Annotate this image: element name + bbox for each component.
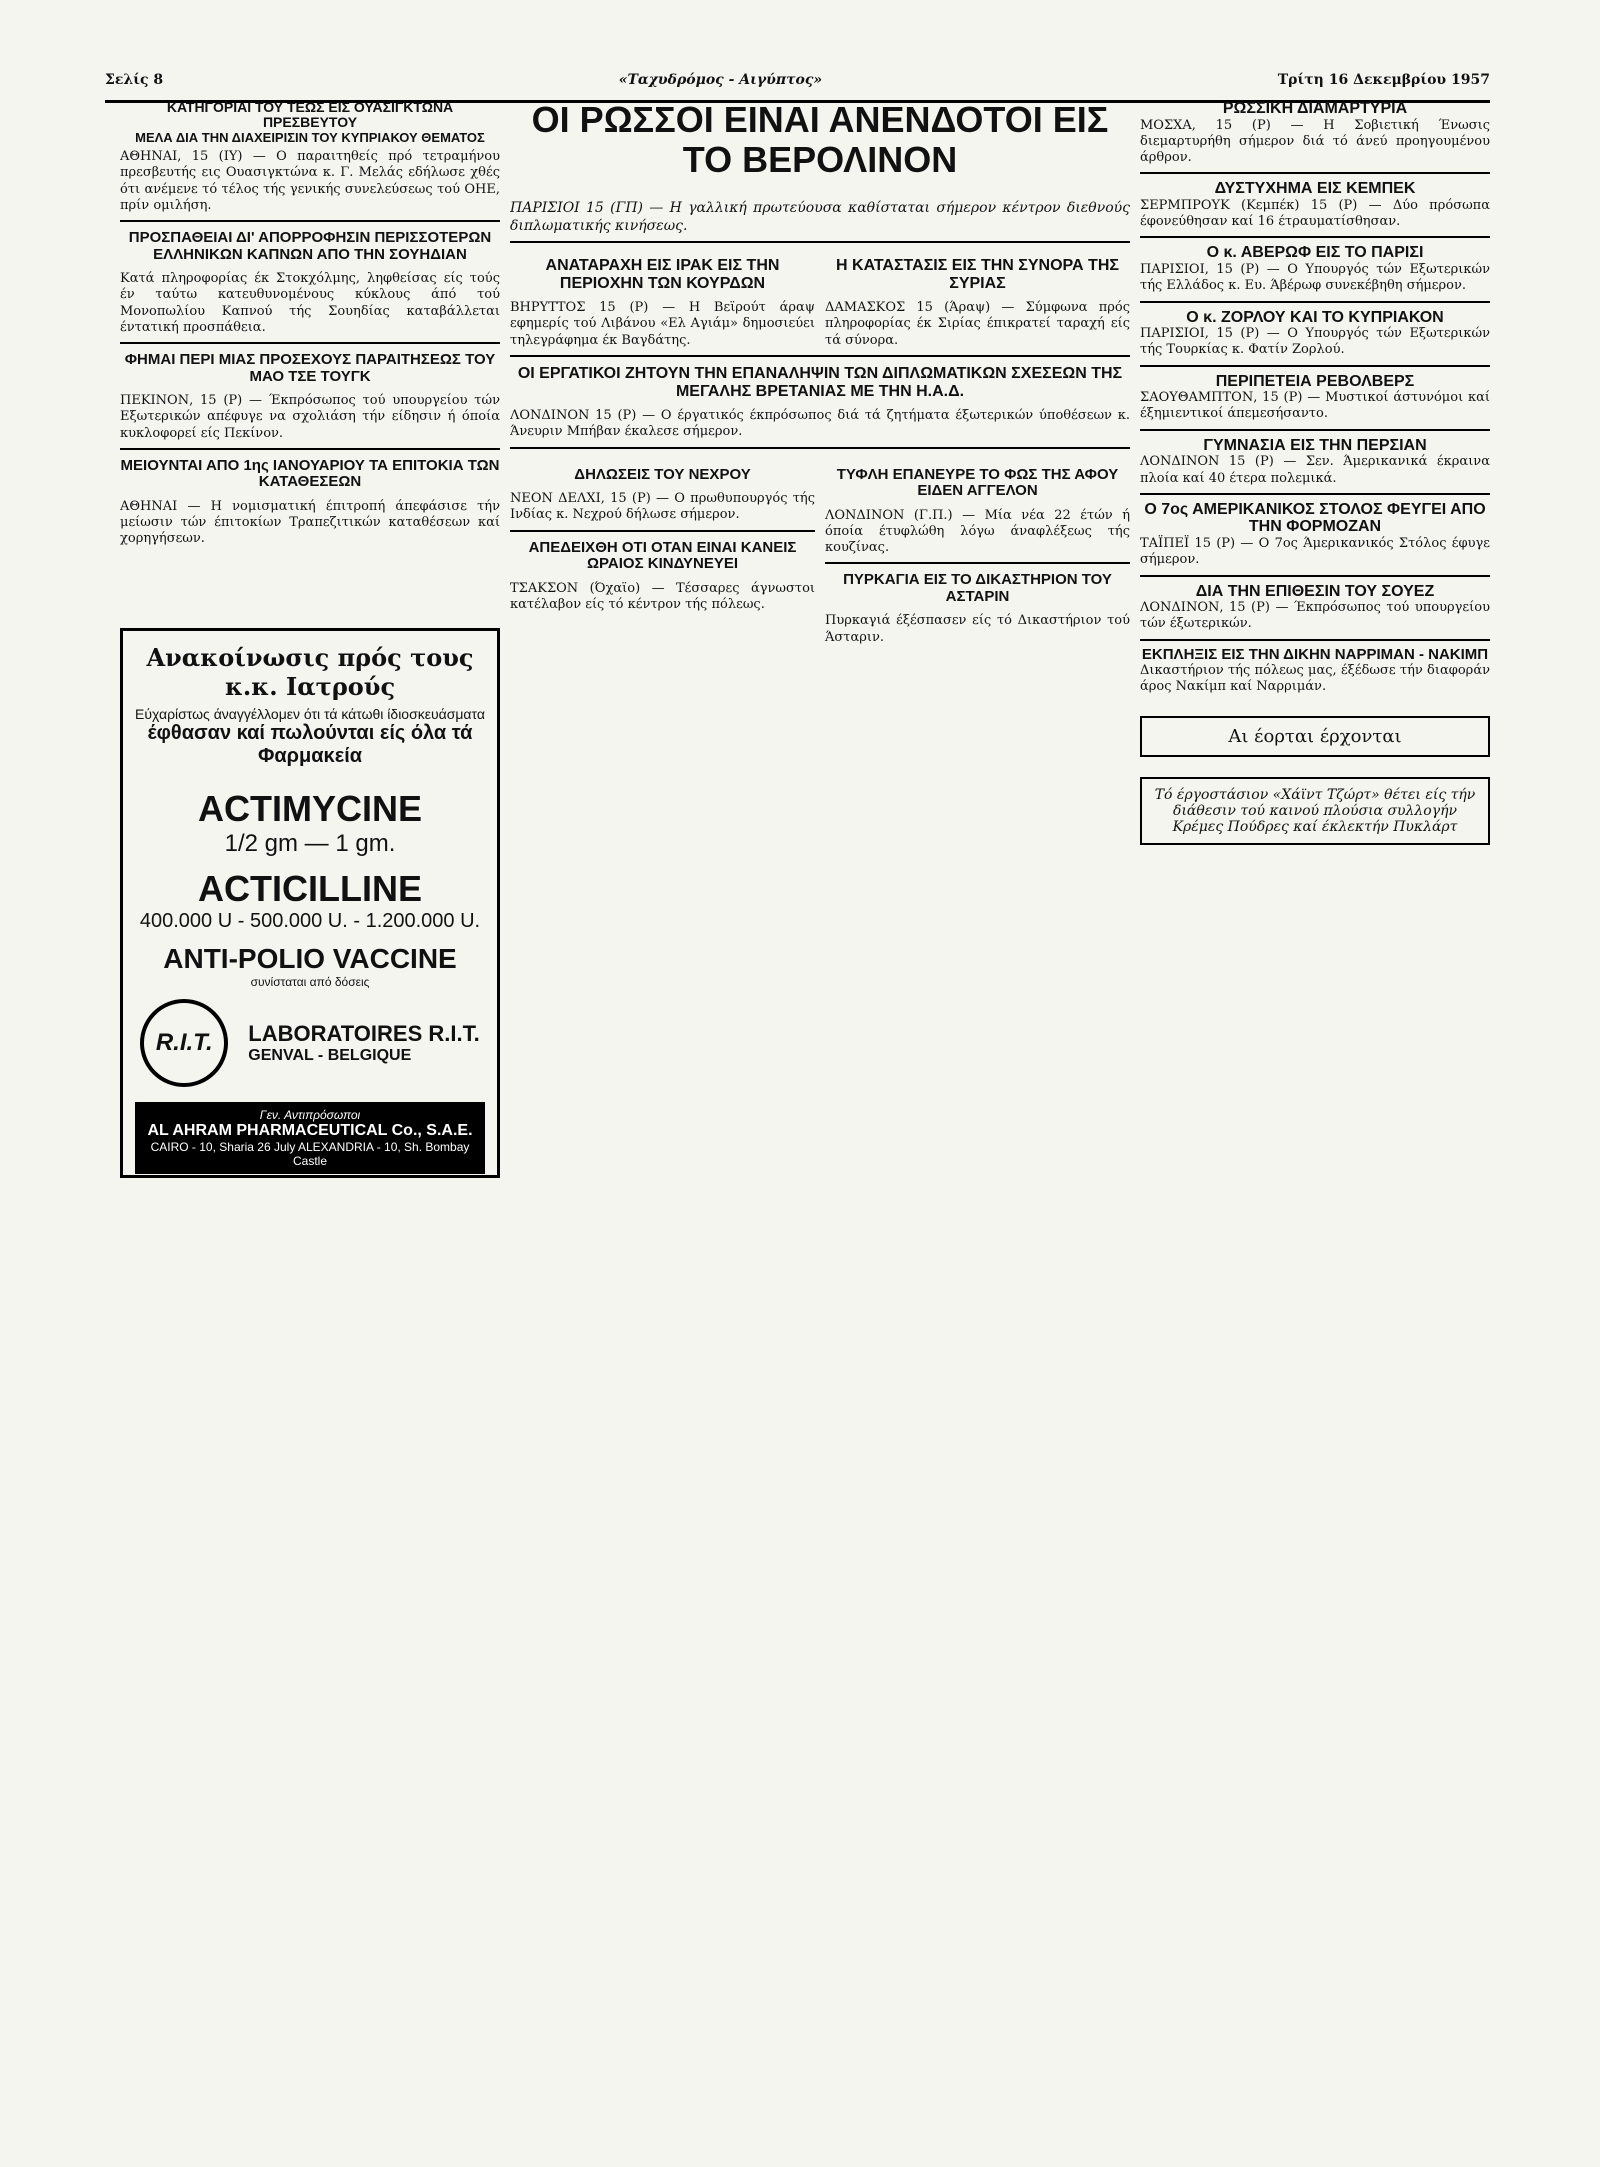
ad-p3d: συνίσταται από δόσεις — [250, 974, 370, 989]
ad-address: CAIRO - 10, Sharia 26 July ALEXANDRIA - 10, Sh. Bombay Castle — [150, 1139, 470, 1168]
r8-headline: ΔΙΑ ΤΗΝ ΕΠΙΘΕΣΙΝ ΤΟΥ ΣΟΥΕΖ — [1195, 582, 1435, 600]
main-headline-area — [510, 100, 1130, 180]
nehru-headline: ΔΗΛΩΣΕΙΣ ΤΟΥ ΝΕΧΡΟΥ — [574, 465, 751, 483]
ad-p1: ACTIMYCINE — [198, 787, 422, 829]
iraq-text: ΒΗΡΥΤΤΟΣ 15 (Ρ) — Η Βεϊρούτ άραψ εφημερίς τού Λιβάνου «Ελ Αγιάμ» δημοσιεύει τηλεγράφημα έκ Βαγδάτης. — [510, 300, 815, 348]
h3-text: ΠΕΚΙΝΟΝ, 15 (Ρ) — Έκπρόσωπος τού υπουργείου τών Εξωτερικών απέφυγε να σχολιάση τήν είδησιν ή όποία κυκλοφορεί είς Πεκίνον. — [120, 393, 500, 441]
page-number: Σελίς 8 — [105, 72, 164, 88]
h4: ΜΕΙΟΥΝΤΑΙ ΑΠΟ 1ης ΙΑΝΟΥΑΡΙΟΥ ΤΑ ΕΠΙΤΟΚΙΑ ΤΩΝ ΚΑΤΑΘΕΣΕΩΝ — [120, 456, 500, 491]
ad-p1d: 1/2 gm — 1 gm. — [224, 829, 396, 857]
r3-headline: Ο κ. ΑΒΕΡΩΦ ΕΙΣ ΤΟ ΠΑΡΙΣΙ — [1206, 244, 1424, 262]
ad-arrived: έφθασαν καί πωλούνται είς όλα τά Φαρμακεία — [147, 721, 473, 767]
r9-headline: ΕΚΠΛΗΞΙΣ ΕΙΣ ΤΗΝ ΔΙΚΗΝ ΝΑΡΡΙΜΑΝ - ΝΑΚΙΜΠ — [1141, 645, 1489, 663]
ad-agent: AL AHRAM PHARMACEUTICAL Co., S.A.E. — [147, 1121, 473, 1139]
center-column — [510, 200, 1130, 2100]
ad-agent-label: Γεν. Αντιπρόσωποι — [259, 1107, 361, 1122]
r4-text: ΠΑΡΙΣΙΟΙ, 15 (Ρ) — Ο Υπουργός τών Εξωτερικών τής Τουρκίας κ. Φατίν Ζορλού. — [1140, 326, 1490, 358]
r4-headline: Ο κ. ΖΟΡΛΟΥ ΚΑΙ ΤΟ ΚΥΠΡΙΑΚΟΝ — [1186, 308, 1444, 326]
h1: ΚΑΤΗΓΟΡΙΑΙ ΤΟΥ ΤΕΩΣ ΕΙΣ ΟΥΑΣΙΓΚΤΩΝΑ ΠΡΕΣΒΕΥΤΟΥ — [166, 100, 454, 131]
r7-headline: Ο 7ος ΑΜΕΡΙΚΑΝΙΚΟΣ ΣΤΟΛΟΣ ΦΕΥΓΕΙ ΑΠΟ ΤΗΝ ΦΟΡΜΟΖΑΝ — [1144, 500, 1486, 536]
r5-headline: ΠΕΡΙΠΕΤΕΙΑ ΡΕΒΟΛΒΕΡΣ — [1215, 372, 1415, 390]
r5-text: ΣΑΟΥΘΑΜΠΤΟΝ, 15 (Ρ) — Μυστικοί άστυνόμοι καί έξημιεντικοί άπεμεσήσαντο. — [1140, 390, 1490, 422]
h1-text: ΑΘΗΝΑΙ, 15 (ΙΥ) — Ο παραιτηθείς πρό τετραμήνου πρεσβευτής εις Ουασιγκτώνα κ. Γ. Μελάς εδήλωσε χθές ότι ανέμενε τό τέλος τής γενικής συνελεύσεως τού ΟΗΕ, πρίν ομιλήση. — [120, 149, 500, 213]
r6-text: ΛΟΝΔΙΝΟΝ 15 (Ρ) — Σεν. Άμερικανικά έκραινα πλοία καί 40 έτερα πολεμικά. — [1140, 454, 1490, 486]
labour-headline: ΟΙ ΕΡΓΑΤΙΚΟΙ ΖΗΤΟΥΝ ΤΗΝ ΕΠΑΝΑΛΗΨΙΝ ΤΩΝ ΔΙΠΛΩΜΑΤΙΚΩΝ ΣΧΕΣΕΩΝ ΤΗΣ ΜΕΓΑΛΗΣ ΒΡΕΤΑΝΙΑΣ ΜΕ ΤΗΝ Η.Α.Δ. — [517, 364, 1123, 400]
labour-text: ΛΟΝΔΙΝΟΝ 15 (Ρ) — Ο έργατικός έκπρόσωπος διά τά ζητήματα έξωτερικών ύποθέσεων κ. Άνευριν Μπήβαν έκαλεσε σήμερον. — [510, 408, 1130, 440]
left-column — [120, 100, 500, 2100]
r6-headline: ΓΥΜΝΑΣΙΑ ΕΙΣ ΤΗΝ ΠΕΡΣΙΑΝ — [1203, 436, 1427, 454]
main-headline: ΟΙ ΡΩΣΣΟΙ ΕΙΝΑΙ ΑΝΕΝΔΟΤΟΙ ΕΙΣ ΤΟ ΒΕΡΟΛΙΝΟΝ — [531, 100, 1109, 180]
r2-headline: ΔΥΣΤΥΧΗΜΑ ΕΙΣ ΚΕΜΠΕΚ — [1214, 180, 1416, 198]
main-subheadline — [510, 179, 1130, 180]
r1-text: ΜΟΣΧΑ, 15 (Ρ) — Η Σοβιετική Ένωσις διεμαρτυρήθη σήμερον διά τό άνεύ προηγουμένου άρθρον. — [1140, 117, 1490, 166]
h3: ΦΗΜΑΙ ΠΕΡΙ ΜΙΑΣ ΠΡΟΣΕΧΟΥΣ ΠΑΡΑΙΤΗΣΕΩΣ ΤΟΥ ΜΑΟ ΤΣΕ ΤΟΥΓΚ — [124, 351, 496, 385]
syria-text: ΔΑΜΑΣΚΟΣ 15 (Άραψ) — Σύμφωνα πρός πληροφορίας έκ Σιρίας έπικρατεί ταραχή είς τά σύνορα. — [825, 300, 1130, 348]
advertisement — [120, 628, 500, 1178]
iraq-headline: ΑΝΑΤΑΡΑΧΗ ΕΙΣ ΙΡΑΚ ΕΙΣ ΤΗΝ ΠΕΡΙΟΧΗΝ ΤΩΝ ΚΟΥΡΔΩΝ — [545, 257, 780, 292]
box2: Τό έργοστάσιον «Χάϊντ Τζώρτ» θέτει είς τήν διάθεσιν τού καινού πλούσια συλλογήν Κρέμες Πούδρες καί έκλεκτήν Πυκλάρτ — [1140, 777, 1490, 845]
r8-text: ΛΟΝΔΙΝΟΝ, 15 (Ρ) — Έκπρόσωπος τού υπουργείου τών έξωτερικών. — [1140, 600, 1490, 632]
box1: Αι έορται έρχονται — [1140, 716, 1490, 757]
ad-city: GENVAL - BELGIQUE — [248, 1046, 412, 1064]
main-dateline: ΠΑΡΙΣΙΟΙ 15 (ΓΠ) — Η γαλλική πρωτεύουσα καθίσταται σήμερον κέντρον διεθνούς διπλωματικής κινήσεως. — [510, 200, 1130, 234]
fire-headline: ΤΥΦΛΗ ΕΠΑΝΕΥΡΕ ΤΟ ΦΩΣ ΤΗΣ ΑΦΟΥ ΕΙΔΕΝ ΑΓΓΕΛΟΝ — [836, 465, 1119, 500]
r1-headline: ΡΩΣΣΙΚΗ ΔΙΑΜΑΡΤΥΡΙΑ — [1222, 100, 1408, 117]
r2-text: ΣΕΡΜΠΡΟΥΚ (Κεμπέκ) 15 (Ρ) — Δύο πρόσωπα έφονεύθησαν καί 16 έτραυματίσθησαν. — [1140, 197, 1490, 230]
danger-headline: ΑΠΕΔΕΙΧΘΗ ΟΤΙ ΟΤΑΝ ΕΙΝΑΙ ΚΑΝΕΙΣ ΩΡΑΙΟΣ ΚΙΝΔΥΝΕΥΕΙ — [528, 538, 797, 573]
ad-p2d: 400.000 U - 500.000 U. - 1.200.000 U. — [139, 909, 481, 932]
fire-text: ΛΟΝΔΙΝΟΝ (Γ.Π.) — Μία νέα 22 έτών ή όποία έτυφλώθη λόγω άναφλέξεως τής κουζίνας. — [825, 507, 1130, 556]
court-headline: ΠΥΡΚΑΓΙΑ ΕΙΣ ΤΟ ΔΙΚΑΣΤΗΡΙΟΝ ΤΟΥ ΑΣΤΑΡΙΝ — [843, 571, 1112, 605]
ad-title: Ανακοίνωσις πρός τους κ.κ. Ιατρούς — [146, 642, 474, 701]
h4-text: ΑΘΗΝΑΙ — Η νομισματική έπιτροπή άπεφάσισε τήν μείωσιν τών έπιτοκίων Τραπεζιτικών καταθέσεων καί χορηγήσεων. — [120, 498, 500, 547]
r9-text: Δικαστήριον τής πόλεως μας, έξέδωσε τήν διαφοράν άρος Νακίμπ καί Ναρριμάν. — [1140, 663, 1490, 695]
court-text: Πυρκαγιά έξέσπασεν είς τό Δικαστήριον τού Άσταριν. — [825, 613, 1130, 645]
h2-text: Κατά πληροφορίας έκ Στοκχόλμης, ληφθείσας είς τούς έν ταύτω κατευθυνομένους κύκλους άπό τού Μονοπωλίου Καπνού τής Σουηδίας καταβάλλεται έντατική προσπάθεια. — [120, 271, 500, 335]
danger-text: ΤΣΑΚΣΟΝ (Όχαϊο) — Τέσσαρες άγνωστοι κατέλαβον είς τό κέντρον τής πόλεως. — [510, 580, 815, 612]
ad-p2: ACTICILLINE — [198, 867, 422, 909]
h1b: ΜΕΛΑ ΔΙΑ ΤΗΝ ΔΙΑΧΕΙΡΙΣΙΝ ΤΟΥ ΚΥΠΡΙΑΚΟΥ ΘΕΜΑΤΟΣ — [135, 129, 485, 145]
syria-headline: Η ΚΑΤΑΣΤΑΣΙΣ ΕΙΣ ΤΗΝ ΣΥΝΟΡΑ ΤΗΣ ΣΥΡΙΑΣ — [836, 257, 1119, 292]
h2: ΠΡΟΣΠΑΘΕΙΑΙ ΔΙ' ΑΠΟΡΡΟΦΗΣΙΝ ΠΕΡΙΣΣΟΤΕΡΩΝ ΕΛΛΗΝΙΚΩΝ ΚΑΠΝΩΝ ΑΠΟ ΤΗΝ ΣΟΥΗΔΙΑΝ — [128, 229, 492, 263]
r7-text: ΤΑΪΠΕΪ 15 (Ρ) — Ο 7ος Άμερικανικός Στόλος έφυγε σήμερον. — [1140, 536, 1490, 568]
date: Τρίτη 16 Δεκεμβρίου 1957 — [1277, 72, 1490, 88]
newspaper-title: «Ταχυδρόμος - Αιγύπτος» — [618, 72, 823, 88]
nehru-text: ΝΕΟΝ ΔΕΛΧΙ, 15 (Ρ) — Ο πρωθυπουργός τής Ινδίας κ. Νεχρού δήλωσε σήμερον. — [510, 491, 815, 523]
right-column — [1140, 100, 1490, 2100]
ad-thanks: Εύχαρίστως άναγγέλλομεν ότι τά κάτωθι ίδιοσκευάσματα — [135, 705, 485, 722]
r3-text: ΠΑΡΙΣΙΟΙ, 15 (Ρ) — Ο Υπουργός τών Εξωτερικών τής Ελλάδος κ. Ευ. Άβέρωφ συνεκέβηθη σήμερον. — [1140, 262, 1490, 294]
ad-company: LABORATOIRES R.I.T. — [248, 1020, 480, 1046]
ad-p3: ANTI-POLIO VACCINE — [163, 942, 457, 974]
masthead — [105, 60, 1490, 103]
ad-logo: R.I.T. — [140, 999, 228, 1087]
